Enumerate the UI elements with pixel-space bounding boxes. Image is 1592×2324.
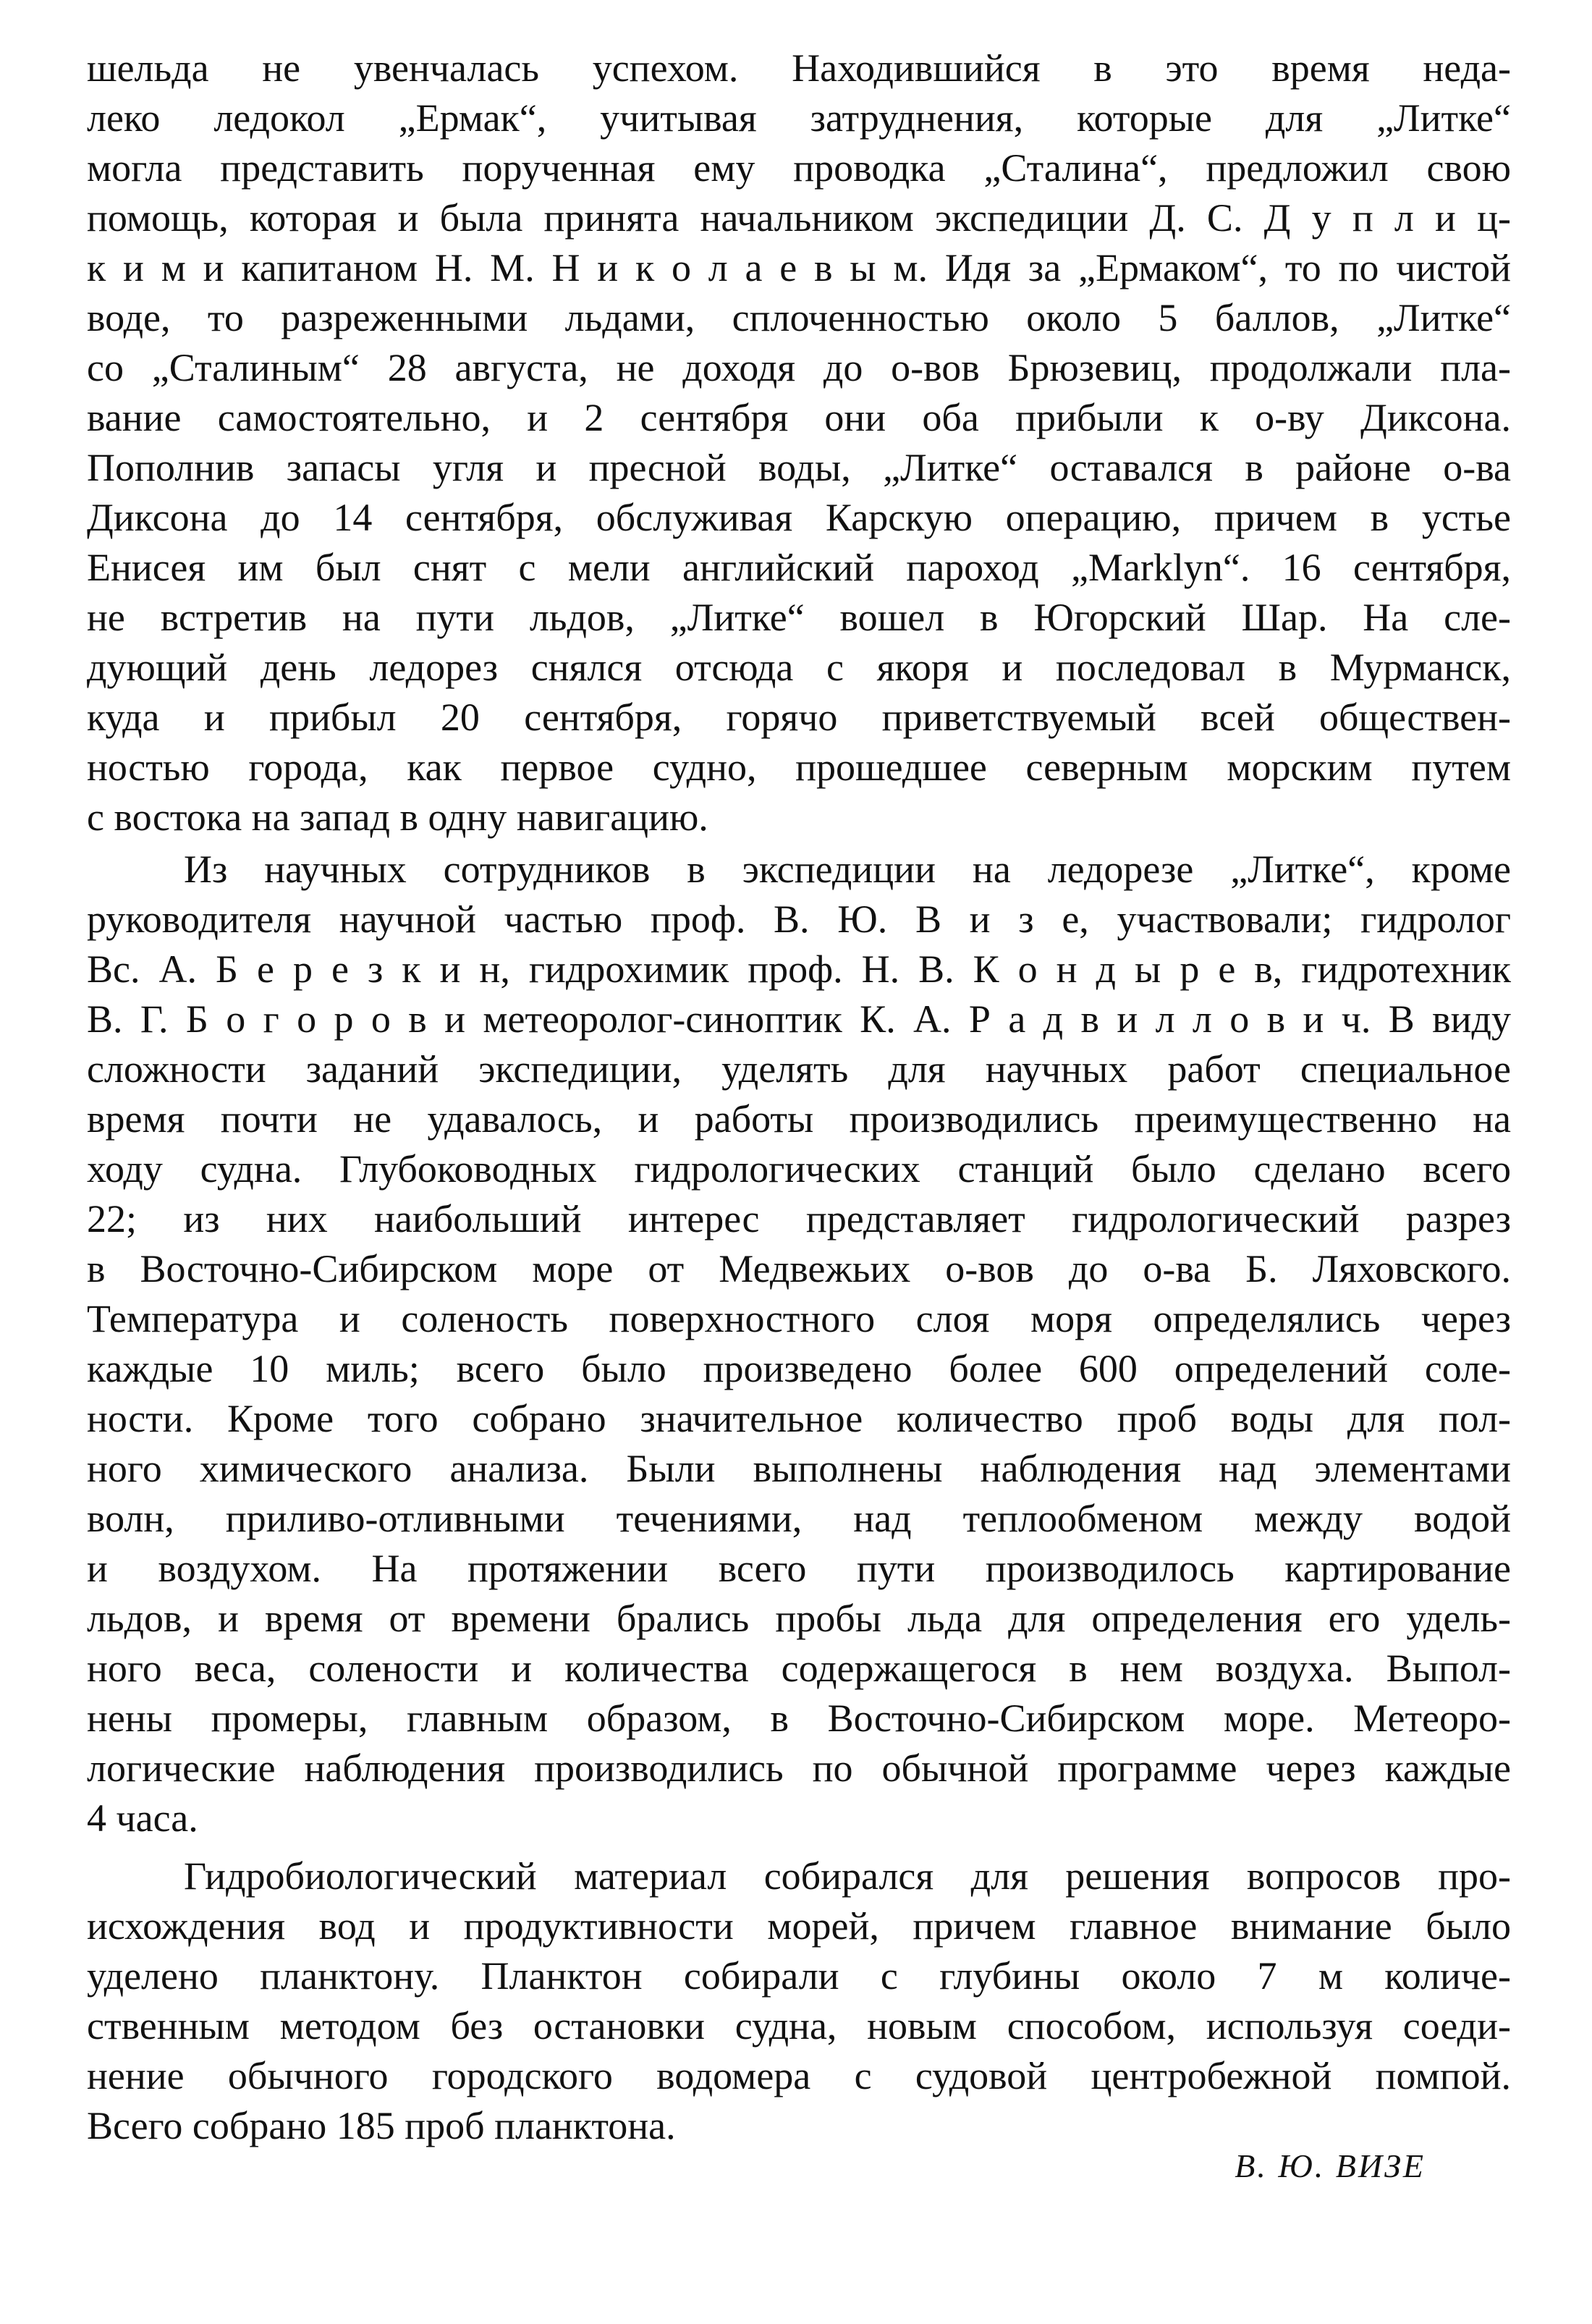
text-line: исхождения вод и продуктивности морей, причем главное внимание было <box>87 1904 1511 1948</box>
text-line: Вс. А. Б е р е з к и н, гидрохимик проф. Н. В. К о н д ы р е в, гидротехник <box>87 947 1511 991</box>
text-line: 22; из них наибольший интерес представляет гидрологический разрез <box>87 1197 1511 1241</box>
text-line: 4 часа. <box>87 1796 198 1840</box>
text-line: сложности заданий экспедиции, уделять для научных работ специальное <box>87 1047 1511 1091</box>
text-line: В. Г. Б о г о р о в и метеоролог-синоптик К. А. Р а д в и л л о в и ч. В виду <box>87 997 1511 1041</box>
text-line: с востока на запад в одну навигацию. <box>87 795 708 839</box>
text-line: льдов, и время от времени брались пробы льда для определения его удель- <box>87 1597 1511 1640</box>
text-line: Енисея им был снят с мели английский пароход „Marklyn“. 16 сентября, <box>87 546 1511 589</box>
text-line: куда и прибыл 20 сентября, горячо приветствуемый всей обществен- <box>87 696 1511 739</box>
text-line: ного химического анализа. Были выполнены наблюдения над элементами <box>87 1447 1511 1490</box>
document-body <box>87 43 1511 2151</box>
text-line: и воздухом. На протяжении всего пути производилось картирование <box>87 1547 1511 1590</box>
paragraph-1 <box>87 43 1511 842</box>
text-line: помощь, которая и была принята начальником экспедиции Д. С. Д у п л и ц- <box>87 196 1511 240</box>
text-line: Всего собрано 185 проб планктона. <box>87 2104 676 2147</box>
text-line: ходу судна. Глубоководных гидрологических станций было сделано всего <box>87 1147 1511 1191</box>
text-line: не встретив на пути льдов, „Литке“ вошел в Югорский Шар. На сле- <box>87 596 1511 639</box>
text-line: ностью города, как первое судно, прошедшее северным морским путем <box>87 745 1511 789</box>
text-line: вание самостоятельно, и 2 сентября они оба прибыли к о-ву Диксона. <box>87 396 1511 439</box>
text-line: ности. Кроме того собрано значительное количество проб воды для пол- <box>87 1397 1511 1440</box>
text-line: Из научных сотрудников в экспедиции на ледорезе „Литке“, кроме <box>184 848 1511 891</box>
text-line: со „Сталиным“ 28 августа, не доходя до о-вов Брюзевиц, продолжали пла- <box>87 346 1511 389</box>
text-line: каждые 10 миль; всего было произведено более 600 определений соле- <box>87 1347 1511 1390</box>
text-line: время почти не удавалось, и работы производились преимущественно на <box>87 1097 1511 1141</box>
text-line: в Восточно-Сибирском море от Медвежьих о-вов до о-ва Б. Ляховского. <box>87 1247 1511 1290</box>
text-line: нены промеры, главным образом, в Восточно-Сибирском море. Метеоро- <box>87 1696 1511 1740</box>
text-line: руководителя научной частью проф. В. Ю. В и з е, участвовали; гидролог <box>87 897 1511 941</box>
text-line: ного веса, солености и количества содержащегося в нем воздуха. Выпол- <box>87 1647 1511 1690</box>
text-line: нение обычного городского водомера с судовой центробежной помпой. <box>87 2054 1511 2097</box>
text-line: к и м и капитаном Н. М. Н и к о л а е в ы м. Идя за „Ермаком“, то по чистой <box>87 246 1511 290</box>
paragraph-3 <box>87 1851 1511 2151</box>
text-line: Гидробиологический материал собирался для решения вопросов про- <box>184 1854 1511 1898</box>
text-line: уделено планктону. Планктон собирали с глубины около 7 м количе- <box>87 1954 1511 1998</box>
text-line: волн, приливо-отливными течениями, над теплообменом между водой <box>87 1497 1511 1540</box>
text-line: воде, то разреженными льдами, сплоченностью около 5 баллов, „Литке“ <box>87 296 1511 339</box>
text-line: шельда не увенчалась успехом. Находившийся в это время неда- <box>87 46 1511 90</box>
author-signature: В. Ю. ВИЗЕ <box>1235 2147 1426 2184</box>
paragraph-2 <box>87 845 1511 1843</box>
text-line: леко ледокол „Ермак“, учитывая затруднения, которые для „Литке“ <box>87 96 1511 140</box>
text-line: Температура и соленость поверхностного слоя моря определялись через <box>87 1297 1511 1340</box>
text-line: ственным методом без остановки судна, новым способом, используя соеди- <box>87 2004 1511 2048</box>
text-line: Пополнив запасы угля и пресной воды, „Литке“ оставался в районе о-ва <box>87 446 1511 489</box>
text-line: логические наблюдения производились по обычной программе через каждые <box>87 1746 1511 1790</box>
text-line: могла представить порученная ему проводка „Сталина“, предложил свою <box>87 146 1511 190</box>
text-line: Диксона до 14 сентября, обслуживая Карскую операцию, причем в устье <box>87 496 1511 539</box>
text-line: дующий день ледорез снялся отсюда с якоря и последовал в Мурманск, <box>87 646 1511 689</box>
